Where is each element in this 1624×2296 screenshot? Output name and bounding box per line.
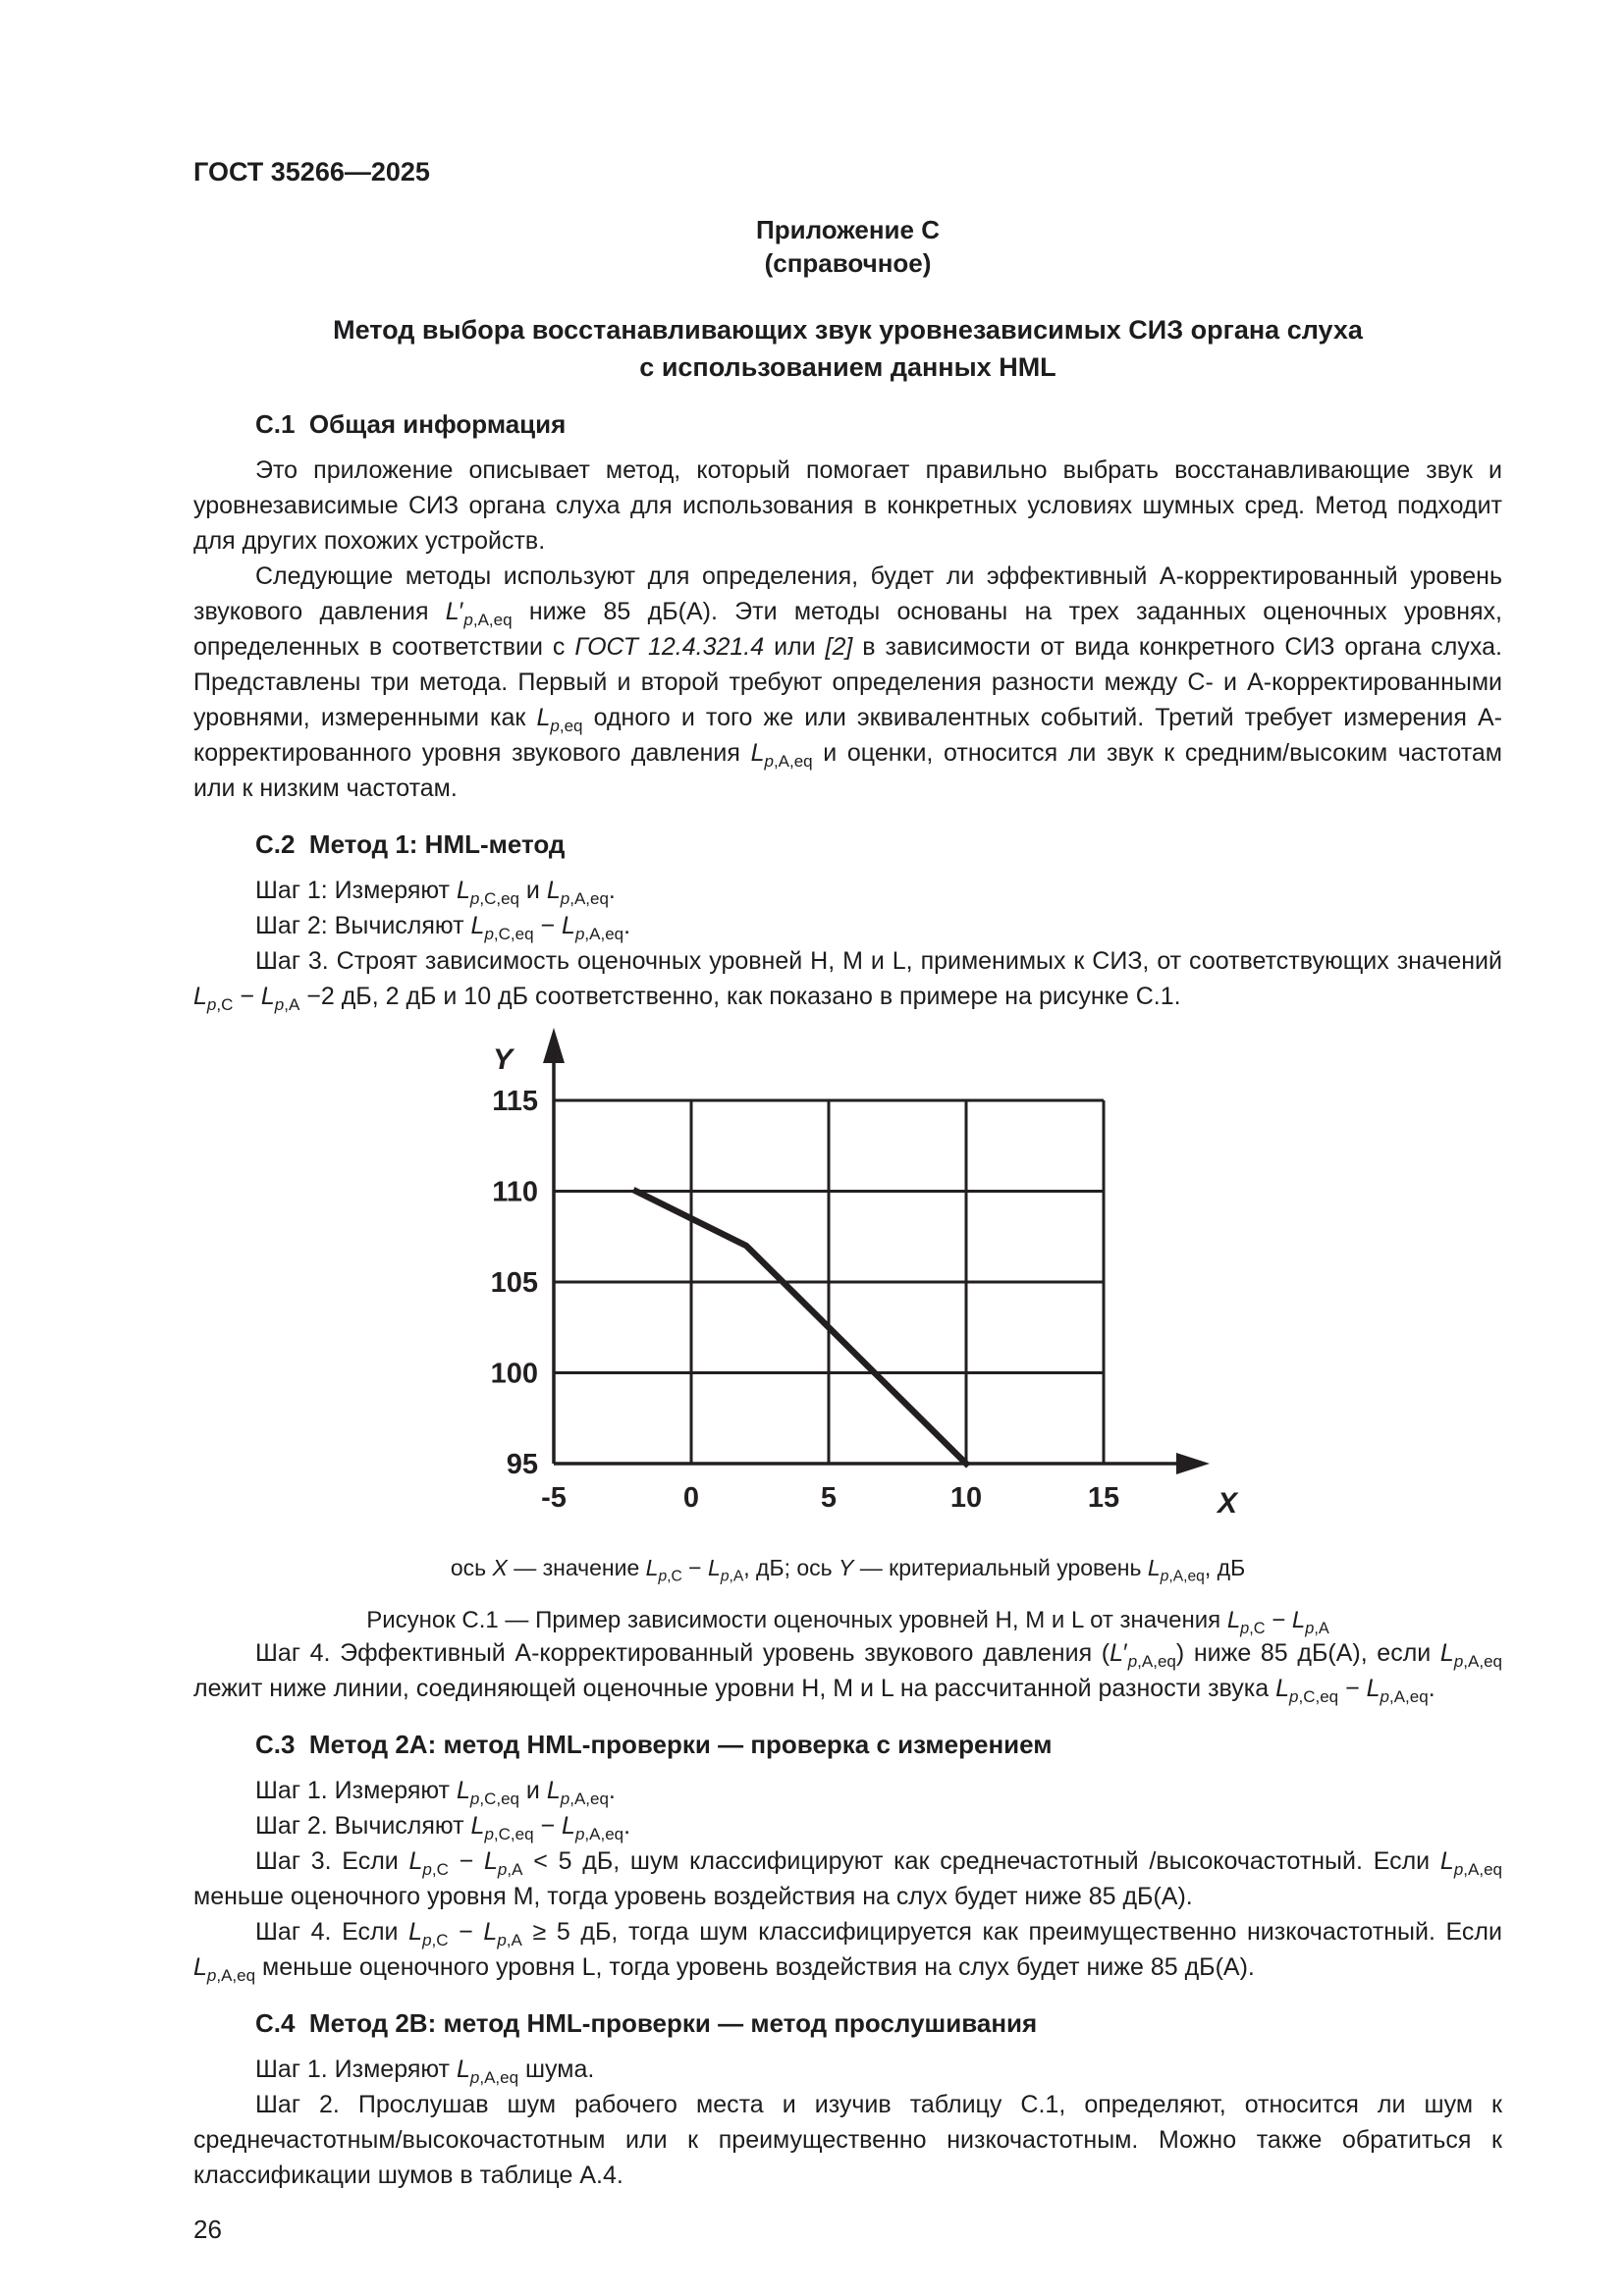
appendix-label: Приложение С (756, 215, 940, 244)
figure-c1 (193, 1024, 1502, 1635)
svg-text:105: 105 (490, 1267, 538, 1299)
appendix-title-line1: Метод выбора восстанавливающих звук уровнезависимых СИЗ органа слуха (333, 315, 1363, 345)
svg-text:-5: -5 (540, 1482, 567, 1514)
svg-text:5: 5 (820, 1482, 837, 1514)
paragraph-c2-step4: Шаг 4. Эффективный А-корректированный уровень звукового давления $(L'_{p,A,eq})$ ниже 85 дБ(А), если $L_{p,A,eq}$ лежит ниже линии, соединяющей оценочные уровни H, M и L на рассчитанной разности звука $L_{p,C,eq} - L_{p,A,eq}$. (193, 1639, 1502, 1706)
svg-text:110: 110 (491, 1176, 538, 1208)
figure-axis-note: ось X — значение $L_{p,C} - L_{p,A}$, дБ; ось Y — критериальный уровень $L_{p,A,eq}$, дБ (450, 1555, 1246, 1585)
svg-text:15: 15 (1087, 1482, 1119, 1514)
paragraph-c1-intro: Это приложение описывает метод, который помогает правильно выбрать восстанавливающие звук и уровнезависимые СИЗ органа слуха для использования в конкретных условиях шумных сред. Метод подходит для других похожих устройств. (193, 456, 1502, 555)
paragraph-c3-step4: Шаг 4. Если $L_{p,C} - L_{p,A} \ge 5$ дБ, тогда шум классифицируется как преимущественно низкочастотный. Если $L_{p,A,eq}$ меньше оценочного уровня L, тогда уровень воздействия на слух будет ниже 85 дБ(А). (193, 1918, 1502, 1985)
appendix-subtype: (справочное) (764, 248, 932, 278)
paragraph-c4-step1: Шаг 1. Измеряют $L_{p,A,eq}$ шума. (255, 2056, 595, 2087)
section-heading-c2: С.2 Метод 1: HML-метод (255, 829, 566, 859)
figure-c1-plot (446, 1024, 1251, 1534)
paragraph-c4-step2: Шаг 2. Прослушав шум рабочего места и изучив таблицу С.1, определяют, относится ли шум к среднечастотным/высокочастотным или к преимущественно низкочастотным. Можно также обратиться к классификации шумов в таблице А.4. (193, 2091, 1502, 2189)
section-heading-c1: С.1 Общая информация (255, 409, 567, 439)
paragraph-c2-step3: Шаг 3. Строят зависимость оценочных уровней H, M и L, применимых к СИЗ, от соответствующих значений $L_{p,C} - L_{p,A} -2$ дБ, 2 дБ и 10 дБ соответственно, как показано в примере на рисунке С.1. (193, 947, 1502, 1014)
page-number: 26 (193, 2215, 222, 2244)
appendix-title (193, 311, 1502, 386)
section-heading-c4: С.4 Метод 2В: метод HML-проверки — метод прослушивания (255, 2008, 1038, 2038)
paragraph-c2-step1: Шаг 1: Измеряют $L_{p,C,eq}$ и $L_{p,A,eq}$. (255, 877, 616, 908)
figure-caption: Рисунок С.1 — Пример зависимости оценочных уровней H, M и L от значения $L_{p,C} - L_{p,A}$ (366, 1607, 1329, 1637)
paragraph-c2-step2: Шаг 2: Вычисляют $L_{p,C,eq} - L_{p,A,eq}$. (255, 912, 631, 943)
svg-text:95: 95 (506, 1449, 538, 1480)
svg-text:Y: Y (492, 1043, 513, 1076)
paragraph-c3-step2: Шаг 2. Вычисляют $L_{p,C,eq} - L_{p,A,eq}$. (255, 1812, 631, 1843)
appendix-title-line2: с использованием данных HML (639, 352, 1056, 382)
svg-text:0: 0 (682, 1482, 699, 1514)
svg-text:100: 100 (490, 1358, 538, 1390)
page-header-doc-number: ГОСТ 35266—2025 (193, 157, 430, 187)
svg-text:115: 115 (491, 1086, 538, 1117)
paragraph-c3-step1: Шаг 1. Измеряют $L_{p,C,eq}$ и $L_{p,A,eq}$. (255, 1777, 616, 1808)
svg-text:X: X (1217, 1487, 1237, 1520)
svg-text:10: 10 (949, 1482, 982, 1514)
paragraph-c3-step3: Шаг 3. Если $L_{p,C} - L_{p,A} < 5$ дБ, шум классифицируют как среднечастотный /высокочастотный. Если $L_{p,A,eq}$ меньше оценочного уровня М, тогда уровень воздействия на слух будет ниже 85 дБ(А). (193, 1847, 1502, 1910)
section-heading-c3: С.3 Метод 2А: метод HML-проверки — проверка с измерением (255, 1730, 1053, 1759)
paragraph-c1-methods: Следующие методы используют для определения, будет ли эффективный А-корректированный уровень звукового давления $L'_{p,A,eq}$ ниже 85 дБ(А). Эти методы основаны на трех заданных оценочных уровнях, определенных в соответствии с ГОСТ 12.4.321.4 или [2] в зависимости от вида конкретного СИЗ органа слуха. Представлены три метода. Первый и второй требуют определения разности между С- и А-корректированными уровнями, измеренными как $L_{p,eq}$ одного и того же или эквивалентных событий. Третий требует измерения А-корректированного уровня звукового давления $L_{p,A,eq}$ и оценки, относится ли звук к средним/высоким частотам или к низким частотам. (193, 562, 1502, 802)
